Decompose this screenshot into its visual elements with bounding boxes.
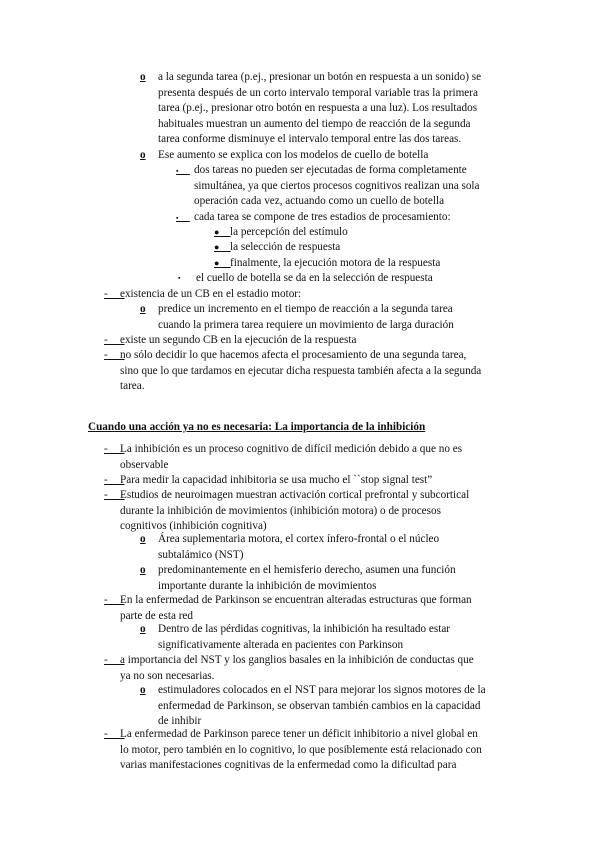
- list-marker: o: [140, 149, 146, 161]
- list-item-text: a la segunda tarea (p.ej., presionar un botón en respuesta a un sonido) se presenta después de un corto intervalo temporal variable tras la primera tarea (p.ej., presionar otro botón en respuesta a una luz). Los resultados habituales muestran un aumento del tiempo de reacción de la segunda tarea conforme disminuye el intervalo temporal entre las dos tareas.: [158, 71, 482, 145]
- list-item: [214, 256, 534, 272]
- list-item: [214, 240, 534, 256]
- list-item-text: estimuladores colocados en el NST para mejorar los signos motores de la enfermedad de Parkinson, se observan también cambios en la capacidad de inhibir: [158, 684, 486, 727]
- list-marker-dot-icon: ●__: [214, 226, 231, 238]
- list-item: [214, 225, 534, 241]
- list-marker: -___: [104, 654, 125, 666]
- list-marker: o: [140, 623, 146, 635]
- list-marker: -___: [104, 594, 125, 606]
- list-item: [104, 727, 524, 774]
- list-item-text: predice un incremento en el tiempo de reacción a la segunda tarea cuando la primera tarea requiere un movimiento de larga duración: [158, 303, 454, 331]
- list-marker: -___: [104, 349, 125, 361]
- list-marker-square-icon: ▪: [178, 274, 181, 282]
- list-item-text: la selección de respuesta: [230, 241, 341, 253]
- list-marker: -___: [104, 334, 125, 346]
- list-item-text: Estudios de neuroimagen muestran activación cortical prefrontal y subcortical durante la inhibición de movimientos (inhibición motora) o de procesos cognitivos (inhibición cognitiva): [120, 489, 470, 532]
- list-item: [140, 70, 520, 148]
- list-item: [104, 488, 524, 535]
- list-item-text: no sólo decidir lo que hacemos afecta el procesamiento de una segunda tarea, sino que lo que tardamos en ejecutar dicha respuesta también afecta a la segunda tarea.: [120, 349, 482, 392]
- list-item: [176, 271, 526, 287]
- list-item-text: Área suplementaria motora, el cortex ínfero-frontal o el núcleo subtalámico (NST): [158, 533, 440, 561]
- list-marker-square-icon: ▪__: [176, 211, 190, 223]
- list-item: [104, 333, 524, 349]
- list-item: [104, 348, 524, 395]
- list-item-text: La enfermedad de Parkinson parece tener un déficit inhibitorio a nivel global en lo motor, pero también en lo cognitivo, lo que posiblemente está relacionado con varias manifestaciones cognitivas de la enfermedad como la dificultad para: [120, 728, 482, 771]
- list-item-text: Para medir la capacidad inhibitoria se usa mucho el ``stop signal test”: [120, 474, 433, 486]
- list-item-text: La inhibición es un proceso cognitivo de difícil medición debido a que no es observable: [120, 443, 463, 471]
- list-item-text: el cuello de botella se da en la selección de respuesta: [196, 272, 433, 284]
- list-item-text: finalmente, la ejecución motora de la respuesta: [230, 257, 441, 269]
- list-item: [104, 653, 524, 684]
- list-item: [140, 683, 520, 730]
- list-item-text: la percepción del estímulo: [230, 226, 348, 238]
- list-marker: o: [140, 564, 146, 576]
- list-marker-square-icon: ▪__: [176, 164, 190, 176]
- list-item-text: existencia de un CB en el estadio motor:: [120, 288, 302, 300]
- list-item-text: Ese aumento se explica con los modelos de cuello de botella: [158, 149, 429, 161]
- list-marker: -___: [104, 728, 125, 740]
- list-marker: -___: [104, 489, 125, 501]
- list-item: [140, 302, 520, 333]
- list-item: [104, 473, 524, 489]
- list-item-text: cada tarea se compone de tres estadios de procesamiento:: [194, 211, 451, 223]
- list-item-text: Dentro de las pérdidas cognitivas, la inhibición ha resultado estar significativamente alterada en pacientes con Parkinson: [158, 623, 451, 651]
- list-item-text: En la enfermedad de Parkinson se encuentran alteradas estructuras que forman parte de esta red: [120, 594, 472, 622]
- list-item-text: a importancia del NST y los ganglios basales en la inhibición de conductas que ya no son necesarias.: [120, 654, 474, 682]
- list-item: [140, 148, 520, 164]
- list-marker: -___: [104, 288, 125, 300]
- list-item-text: dos tareas no pueden ser ejecutadas de forma completamente simultánea, ya que ciertos procesos cognitivos realizan una sola operación cada vez, actuando como un cuello de botella: [194, 164, 480, 207]
- list-item-text: existe un segundo CB en la ejecución de la respuesta: [120, 334, 357, 346]
- list-item: [140, 622, 520, 653]
- list-item-text: predominantemente en el hemisferio derecho, asumen una función importante durante la inhibición de movimientos: [158, 564, 456, 592]
- list-item: [176, 163, 526, 210]
- list-marker-dot-icon: ●__: [214, 257, 231, 269]
- list-marker: o: [140, 303, 146, 315]
- list-marker: -___: [104, 443, 125, 455]
- list-item: [104, 442, 524, 473]
- list-item: [140, 563, 520, 594]
- section-heading: Cuando una acción ya no es necesaria: La importancia de la inhibición: [88, 421, 426, 433]
- list-marker: o: [140, 684, 146, 696]
- list-marker: -___: [104, 474, 125, 486]
- list-item: [140, 532, 520, 563]
- list-marker-dot-icon: ●__: [214, 241, 231, 253]
- list-marker: o: [140, 71, 146, 83]
- list-marker: o: [140, 533, 146, 545]
- list-item: [104, 593, 524, 624]
- list-item: [104, 287, 524, 303]
